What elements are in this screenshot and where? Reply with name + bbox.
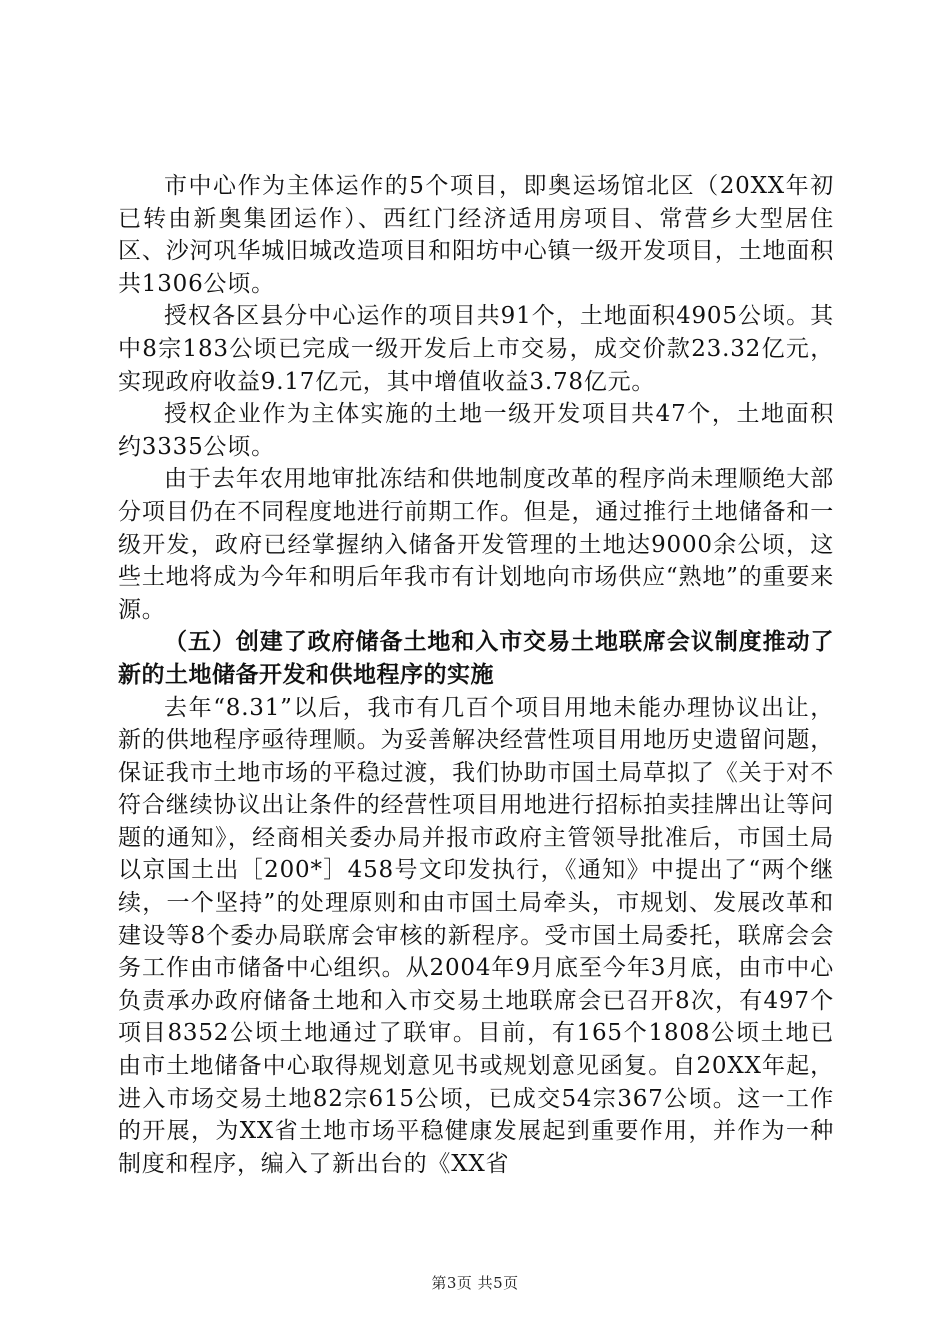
paragraph-land-reserve-summary: 由于去年农用地审批冻结和供地制度改革的程序尚未理顺绝大部分项目仍在不同程度地进行前期工作。但是，通过推行土地储备和一级开发，政府已经掌握纳入储备开发管理的土地达9000余公顷，这些土地将成为今年和明后年我市有计划地向市场供应“熟地”的重要来源。 (118, 466, 834, 623)
paragraph-district-projects: 授权各区县分中心运作的项目共91个，土地面积4905公顷。其中8宗183公顷已完成一级开发后上市交易，成交价款23.32亿元，实现政府收益9.17亿元，其中增值收益3.78亿元。 (118, 303, 834, 395)
section-heading: （五）创建了政府储备土地和入市交易土地联席会议制度推动了新的土地储备开发和供地程序的实施 (118, 629, 834, 688)
paragraph-joint-meeting-system: 去年“8.31”以后，我市有几百个项目用地未能办理协议出让，新的供地程序亟待理顺。为妥善解决经营性项目用地历史遗留问题，保证我市土地市场的平稳过渡，我们协助市国土局草拟了《关于对不符合继续协议出让条件的经营性项目用地进行招标拍卖挂牌出让等问题的通知》，经商相关委办局并报市政府主管领导批准后，市国土局以京国土出［200*］458号文印发执行，《通知》中提出了“两个继续，一个坚持”的处理原则和由市国土局牵头，市规划、发展改革和建设等8个委办局联席会审核的新程序。受市国土局委托，联席会会务工作由市储备中心组织。从2004年9月底至今年3月底，由市中心负责承办政府储备土地和入市交易土地联席会已召开8次，有497个项目8352公顷土地通过了联审。目前，有165个1808公顷土地已由市土地储备中心取得规划意见书或规划意见函复。自20XX年起，进入市场交易土地82宗615公顷，已成交54宗367公顷。这一工作的开展，为XX省土地市场平稳健康发展起到重要作用，并作为一种制度和程序，编入了新出台的《XX省 (118, 694, 834, 1177)
document-body (118, 170, 834, 1180)
paragraph-enterprise-projects: 授权企业作为主体实施的土地一级开发项目共47个，土地面积约3335公顷。 (118, 401, 834, 460)
page-number-footer: 第3页 共5页 (431, 1274, 519, 1292)
paragraph-city-center-projects: 市中心作为主体运作的5个项目，即奥运场馆北区（20XX年初已转由新奥集团运作）、西红门经济适用房项目、常营乡大型居住区、沙河巩华城旧城改造项目和阳坊中心镇一级开发项目，土地面积共1306公顷。 (118, 173, 834, 297)
